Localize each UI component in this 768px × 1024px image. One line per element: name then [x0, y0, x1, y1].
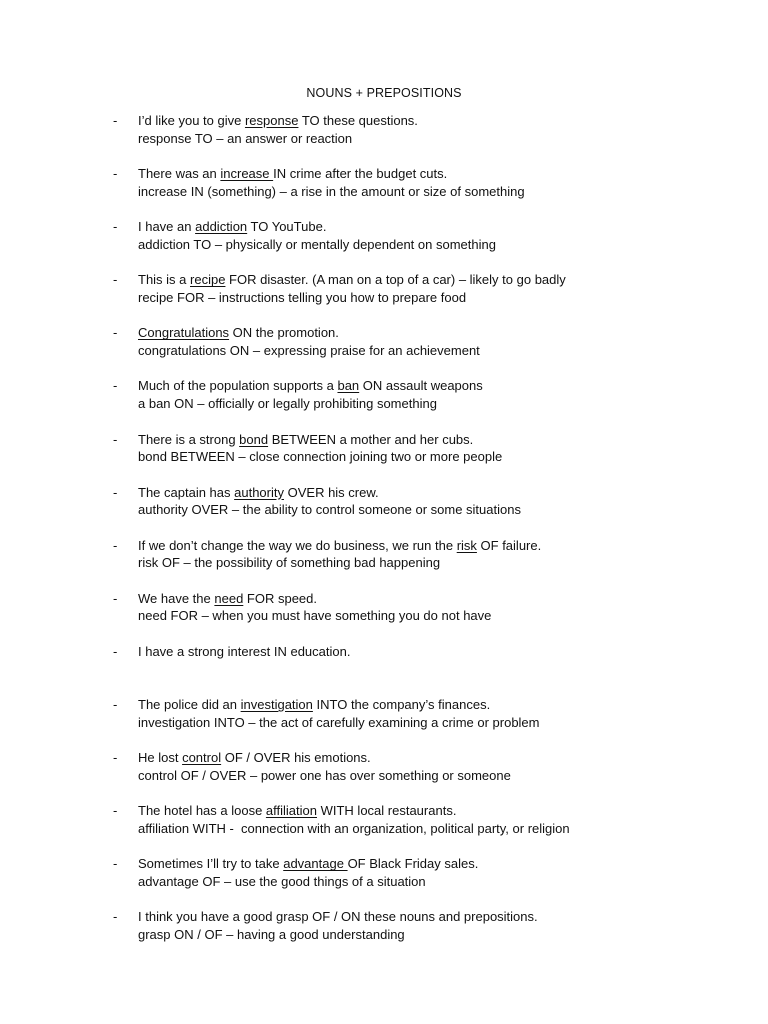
sentence-text: The police did an	[138, 697, 241, 713]
bullet-dash: -	[113, 537, 118, 553]
sentence-text: There was an	[138, 166, 221, 182]
example-sentence	[138, 696, 490, 714]
definition-text: affiliation WITH - connection with an organization, political party, or religion	[138, 820, 570, 836]
sentence-text: The hotel has a loose	[138, 803, 266, 819]
sentence-text: This is a	[138, 272, 191, 288]
sentence-text: ON assault weapons	[359, 378, 483, 394]
example-sentence	[138, 908, 538, 926]
definition-text: a ban ON – officially or legally prohibiting something	[138, 395, 437, 411]
example-sentence	[138, 802, 456, 820]
underlined-noun: affiliation	[265, 803, 317, 819]
list-item	[0, 908, 768, 961]
example-sentence	[138, 855, 478, 873]
underlined-noun: addiction	[195, 219, 248, 235]
list-item	[0, 696, 768, 749]
sentence-text: There is a strong	[138, 431, 240, 447]
bullet-dash: -	[113, 643, 118, 659]
example-sentence	[138, 643, 350, 661]
bullet-dash: -	[113, 856, 118, 872]
sentence-text: INTO the company’s finances.	[312, 697, 491, 713]
bullet-dash: -	[113, 219, 118, 235]
definition-text: advantage OF – use the good things of a situation	[138, 873, 426, 889]
definition-text: bond BETWEEN – close connection joining two or more people	[138, 449, 503, 465]
bullet-dash: -	[113, 590, 118, 606]
sentence-text: Sometimes I’ll try to take	[138, 856, 284, 872]
bullet-dash: -	[113, 166, 118, 182]
list-item	[0, 324, 768, 377]
definition-text: investigation INTO – the act of carefully examining a crime or problem	[138, 714, 540, 730]
list-item	[0, 855, 768, 908]
sentence-text: FOR speed.	[243, 590, 317, 606]
sentence-text: WITH local restaurants.	[317, 803, 457, 819]
example-sentence	[138, 112, 418, 130]
sentence-text: BETWEEN a mother and her cubs.	[268, 431, 474, 447]
list-item	[0, 749, 768, 802]
bullet-dash: -	[113, 697, 118, 713]
definition-text: response TO – an answer or reaction	[138, 130, 353, 146]
list-item	[0, 431, 768, 484]
list-item	[0, 802, 768, 855]
example-sentence	[138, 749, 371, 767]
document-title: NOUNS + PREPOSITIONS	[306, 86, 462, 100]
example-sentence	[138, 537, 541, 555]
bullet-dash: -	[113, 113, 118, 128]
example-sentence	[138, 484, 379, 502]
underlined-noun: risk	[456, 537, 477, 553]
definition-text: congratulations ON – expressing praise for an achievement	[138, 342, 480, 358]
definition-text: grasp ON / OF – having a good understanding	[138, 926, 405, 942]
list-item	[0, 537, 768, 590]
bullet-dash: -	[113, 750, 118, 766]
sentence-text: IN crime after the budget cuts.	[273, 166, 448, 182]
sentence-text: He lost	[138, 750, 183, 766]
underlined-noun: recipe	[190, 272, 226, 288]
bullet-dash: -	[113, 484, 118, 500]
underlined-noun: response	[244, 113, 299, 128]
sentence-text: OF Black Friday sales.	[347, 856, 479, 872]
definition-text: control OF / OVER – power one has over something or someone	[138, 767, 511, 783]
definition-text: addiction TO – physically or mentally dependent on something	[138, 236, 496, 252]
example-sentence	[138, 165, 447, 183]
sentence-text: TO these questions.	[298, 113, 418, 128]
sentence-text: I’d like you to give	[138, 113, 245, 128]
definition-text: authority OVER – the ability to control someone or some situations	[138, 502, 521, 518]
bullet-dash: -	[113, 272, 118, 288]
sentence-text: We have the	[138, 590, 215, 606]
sentence-text: OF / OVER his emotions.	[221, 750, 371, 766]
sentence-text: OVER his crew.	[284, 484, 379, 500]
list-item	[0, 377, 768, 430]
sentence-text: ON the promotion.	[229, 325, 339, 341]
bullet-dash: -	[113, 431, 118, 447]
sentence-text: TO YouTube.	[247, 219, 327, 235]
example-sentence	[138, 324, 339, 342]
list-item	[0, 218, 768, 271]
definition-text: recipe FOR – instructions telling you how to prepare food	[138, 289, 467, 305]
sentence-text: FOR disaster. (A man on a top of a car) – likely to go badly	[225, 272, 566, 288]
list-item	[0, 484, 768, 537]
sentence-text: I think you have a good grasp OF / ON these nouns and prepositions.	[138, 909, 538, 925]
sentence-text: OF failure.	[476, 537, 542, 553]
sentence-text: Much of the population supports a	[138, 378, 338, 394]
example-sentence	[138, 377, 483, 395]
underlined-noun: need	[214, 590, 244, 606]
list-item	[0, 165, 768, 218]
underlined-noun: bond	[239, 431, 269, 447]
bullet-dash: -	[113, 378, 118, 394]
underlined-noun: control	[182, 750, 222, 766]
list-item	[0, 112, 768, 165]
sentence-text: I have a strong interest IN education.	[138, 643, 351, 659]
list-item	[0, 643, 768, 696]
definition-text: risk OF – the possibility of something bad happening	[138, 555, 441, 571]
sentence-text: The captain has	[138, 484, 235, 500]
bullet-dash: -	[113, 325, 118, 341]
example-sentence	[138, 590, 317, 608]
list-item	[0, 271, 768, 324]
definition-text: need FOR – when you must have something you do not have	[138, 608, 492, 624]
underlined-noun: advantage	[283, 856, 348, 872]
example-sentence	[138, 431, 473, 449]
underlined-noun: increase	[220, 166, 274, 182]
underlined-noun: authority	[234, 484, 284, 500]
bullet-dash: -	[113, 803, 118, 819]
definition-text: increase IN (something) – a rise in the amount or size of something	[138, 183, 525, 199]
bullet-dash: -	[113, 909, 118, 925]
example-sentence	[138, 271, 566, 289]
sentence-text: I have an	[138, 219, 196, 235]
example-sentence	[138, 218, 326, 236]
underlined-noun: ban	[337, 378, 360, 394]
list-item	[0, 590, 768, 643]
underlined-noun: Congratulations	[138, 325, 230, 341]
sentence-text: If we don’t change the way we do business, we run the	[138, 537, 457, 553]
underlined-noun: investigation	[240, 697, 313, 713]
entry-list	[0, 112, 768, 962]
